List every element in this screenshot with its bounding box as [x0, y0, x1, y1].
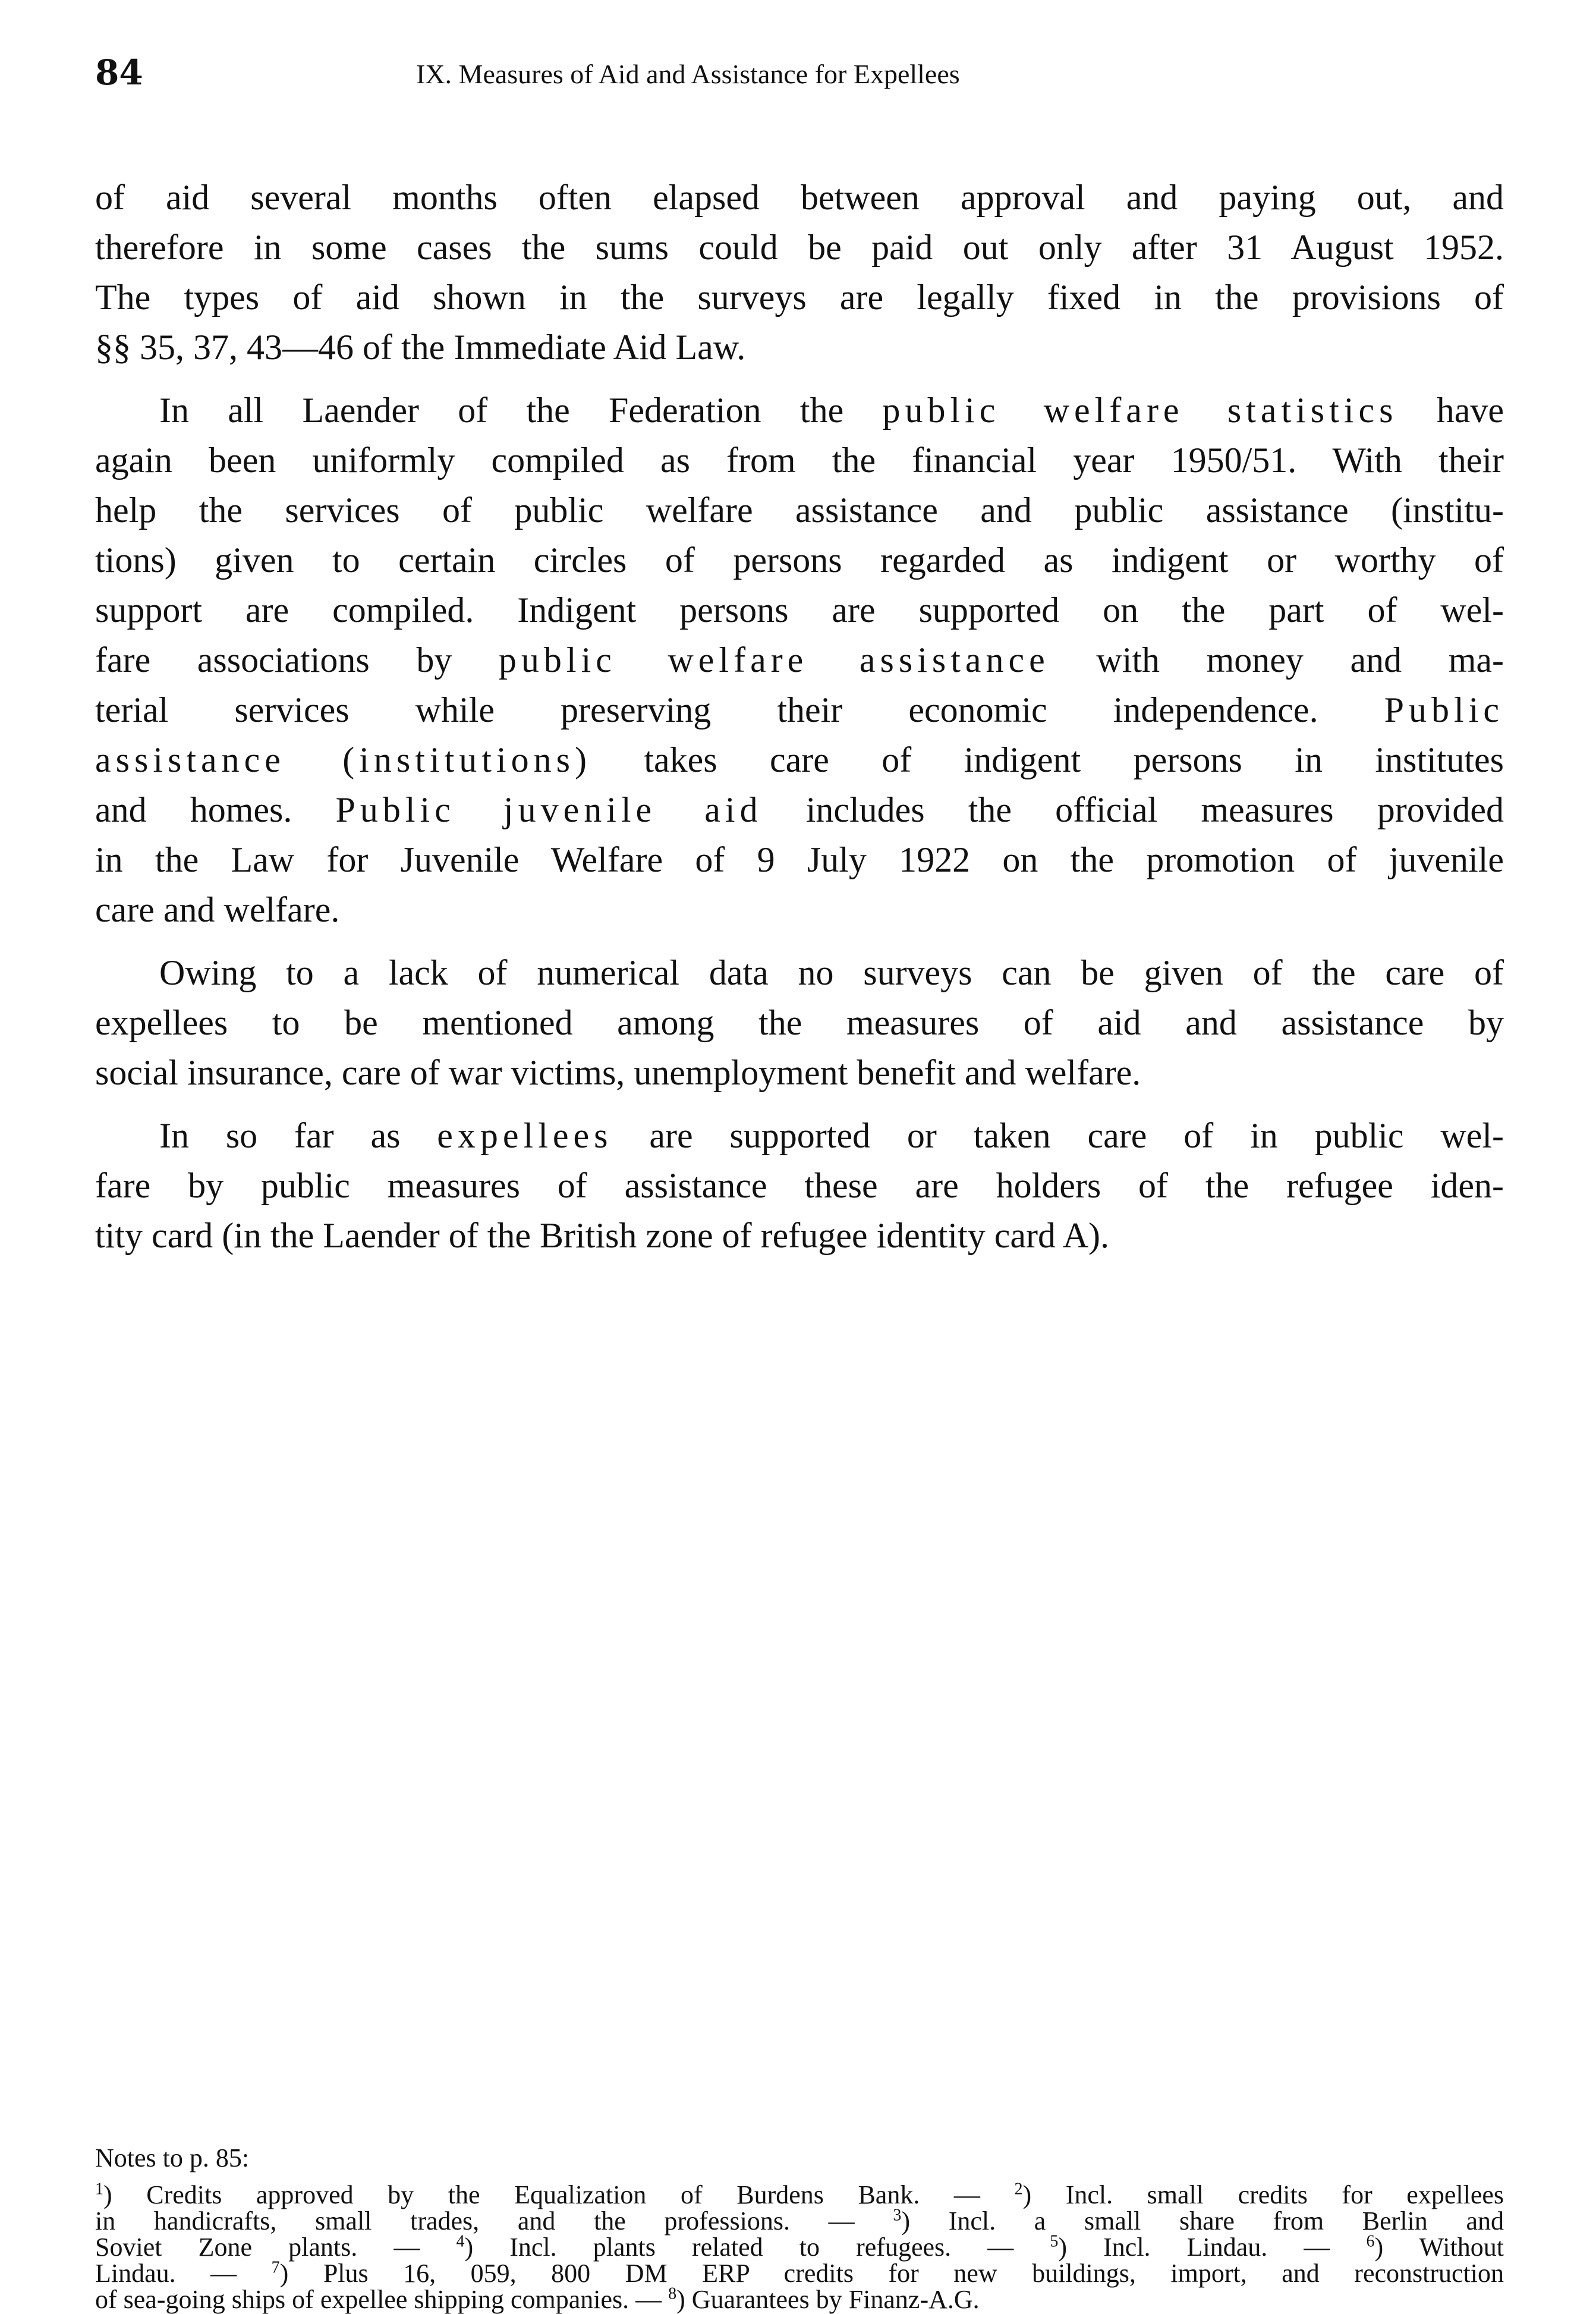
text-line: fare by public measures of assistance these are holders of the refugee iden-	[95, 1166, 1504, 1205]
note-line	[95, 2284, 1504, 2314]
text-line: in the Law for Juvenile Welfare of 9 July 1922 on the promotion of juvenile	[95, 840, 1504, 879]
spaced-emphasis: expellees	[437, 1116, 613, 1155]
text-line: again been uniformly compiled as from the financial year 1950/51. With their	[95, 441, 1504, 480]
note-mark: 5	[1050, 2232, 1059, 2251]
text-line: care and welfare.	[95, 890, 340, 929]
text-line: therefore in some cases the sums could be paid out only after 31 August 1952.	[95, 228, 1504, 267]
text-run: ) Incl. a small share from Berlin and	[901, 2206, 1504, 2236]
spaced-emphasis: Public juvenile aid	[335, 790, 763, 829]
note-mark: 4	[456, 2232, 465, 2251]
text-line	[95, 785, 1504, 835]
text-run: have	[1397, 391, 1504, 430]
paragraph-1	[95, 172, 1504, 372]
text-run: ) Incl. plants related to refugees. —	[464, 2233, 1050, 2262]
notes-text	[95, 2182, 1504, 2313]
text-run: fare associations by	[95, 640, 499, 680]
text-run: In all Laender of the Federation the	[159, 391, 883, 430]
text-line: expellees to be mentioned among the measures of aid and assistance by	[95, 1003, 1504, 1042]
text-line: tions) given to certain circles of persons regarded as indigent or worthy of	[95, 540, 1504, 580]
note-line	[95, 2208, 1504, 2234]
spaced-emphasis: assistance (institutions)	[95, 740, 591, 779]
page-header	[95, 52, 1504, 106]
paragraph-2	[95, 385, 1504, 935]
text-run: ) Incl. small credits for expellees	[1022, 2180, 1504, 2209]
text-line	[95, 735, 1504, 785]
footnotes	[95, 2140, 1504, 2313]
text-line: The types of aid shown in the surveys are legally fixed in the provisions of	[95, 278, 1504, 317]
note-mark: 6	[1366, 2232, 1375, 2251]
paragraph-3	[95, 948, 1504, 1098]
text-run: Lindau. —	[95, 2259, 272, 2288]
text-run: ) Incl. Lindau. —	[1058, 2233, 1367, 2262]
note-line	[95, 2260, 1504, 2287]
text-run: are supported or taken care of in public wel-	[612, 1116, 1504, 1155]
text-line: help the services of public welfare assistance and public assistance (institu-	[95, 491, 1504, 530]
notes-title: Notes to p. 85:	[95, 2143, 250, 2172]
spaced-emphasis: public welfare statistics	[882, 391, 1398, 430]
text-run: In so far as	[159, 1116, 437, 1155]
note-mark: 3	[893, 2206, 902, 2225]
running-head: IX. Measures of Aid and Assistance for Expellees	[416, 59, 960, 89]
text-run: takes care of indigent persons in institutes	[591, 740, 1504, 779]
spaced-emphasis: public welfare assistance	[498, 640, 1050, 680]
paragraph-4	[95, 1111, 1504, 1260]
text-line: of aid several months often elapsed between approval and paying out, and	[95, 178, 1504, 217]
text-line	[95, 685, 1504, 735]
text-run: ) Without	[1374, 2233, 1504, 2262]
text-run: ) Guarantees by Finanz-A.G.	[676, 2285, 980, 2314]
text-run: ) Credits approved by the Equalization of Burdens Bank. —	[103, 2180, 1015, 2209]
note-line	[95, 2234, 1504, 2260]
text-line	[95, 1111, 1504, 1161]
body-text	[95, 172, 1504, 1274]
text-run: terial services while preserving their economic independence.	[95, 690, 1384, 730]
note-mark: 8	[668, 2284, 677, 2303]
text-run: ) Plus 16, 059, 800 DM ERP credits for new buildings, import, and reconstruction	[279, 2259, 1504, 2288]
text-run: of sea-going ships of expellee shipping companies. —	[95, 2285, 669, 2314]
text-line	[95, 635, 1504, 685]
note-mark: 2	[1014, 2180, 1023, 2199]
text-run: and homes.	[95, 790, 336, 829]
spaced-emphasis: Public	[1384, 690, 1504, 730]
text-line: §§ 35, 37, 43—46 of the Immediate Aid Law.	[95, 328, 746, 367]
text-run: with money and ma-	[1049, 640, 1504, 680]
text-run: in handicrafts, small trades, and the professions. —	[95, 2206, 893, 2236]
text-line	[95, 385, 1504, 435]
page-number: 84	[95, 52, 143, 93]
text-run: Soviet Zone plants. —	[95, 2233, 457, 2262]
text-line: support are compiled. Indigent persons are supported on the part of wel-	[95, 590, 1504, 630]
note-mark: 7	[271, 2258, 280, 2277]
text-line: Owing to a lack of numerical data no surveys can be given of the care of	[159, 953, 1504, 992]
text-line: social insurance, care of war victims, unemployment benefit and welfare.	[95, 1053, 1141, 1092]
note-line	[95, 2182, 1504, 2208]
note-mark: 1	[95, 2180, 103, 2199]
text-run: includes the official measures provided	[762, 790, 1504, 829]
text-line: tity card (in the Laender of the British zone of refugee identity card A).	[95, 1216, 1110, 1255]
